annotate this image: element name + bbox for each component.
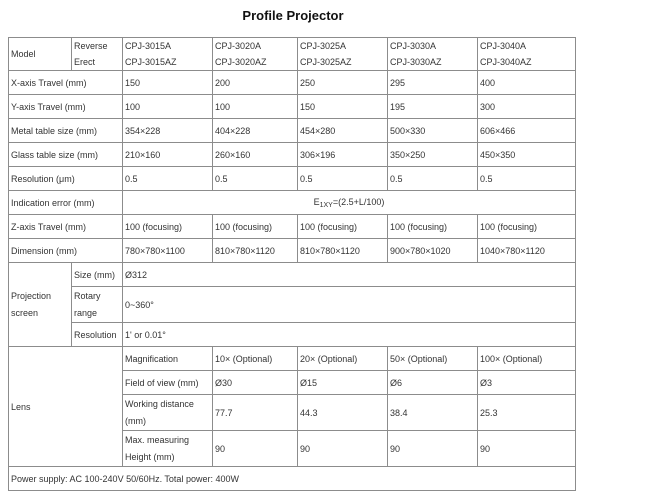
formula-subscript: 1XY bbox=[319, 201, 333, 209]
value-cell: 90 bbox=[298, 431, 388, 467]
value-cell: 90 bbox=[388, 431, 478, 467]
value-cell: 90 bbox=[213, 431, 298, 467]
value-cell: 100 bbox=[123, 95, 213, 119]
row-label: Y-axis Travel (mm) bbox=[9, 95, 123, 119]
model-reverse: CPJ-3015A bbox=[125, 41, 172, 51]
value-cell: 90 bbox=[478, 431, 576, 467]
lens-param-label: Max. measuring Height (mm) bbox=[123, 431, 213, 467]
metal-table-row bbox=[9, 119, 576, 143]
value-cell: 100× (Optional) bbox=[478, 347, 576, 371]
model-cell bbox=[123, 38, 213, 71]
value-cell: 0.5 bbox=[298, 167, 388, 191]
value-cell: 210×160 bbox=[123, 143, 213, 167]
value-cell: 900×780×1020 bbox=[388, 239, 478, 263]
model-cell bbox=[388, 38, 478, 71]
row-label: Z-axis Travel (mm) bbox=[9, 215, 123, 239]
model-cell bbox=[298, 38, 388, 71]
value-cell: 195 bbox=[388, 95, 478, 119]
value-cell: 25.3 bbox=[478, 395, 576, 431]
row-label: Dimension (mm) bbox=[9, 239, 123, 263]
model-erect: CPJ-3040AZ bbox=[480, 57, 532, 67]
screen-resolution-row bbox=[9, 323, 576, 347]
row-label: Metal table size (mm) bbox=[9, 119, 123, 143]
value-cell: 260×160 bbox=[213, 143, 298, 167]
value-cell: 38.4 bbox=[388, 395, 478, 431]
resolution-row bbox=[9, 167, 576, 191]
value-cell: 350×250 bbox=[388, 143, 478, 167]
model-cell bbox=[478, 38, 576, 71]
lens-label: Lens bbox=[9, 347, 123, 467]
glass-table-row bbox=[9, 143, 576, 167]
value-cell: 404×228 bbox=[213, 119, 298, 143]
value-cell: 1040×780×1120 bbox=[478, 239, 576, 263]
value-cell: 295 bbox=[388, 71, 478, 95]
value-cell: 0.5 bbox=[123, 167, 213, 191]
model-row bbox=[9, 38, 576, 71]
model-erect: CPJ-3025AZ bbox=[300, 57, 352, 67]
model-erect: CPJ-3020AZ bbox=[215, 57, 267, 67]
value-cell: 200 bbox=[213, 71, 298, 95]
model-cell bbox=[213, 38, 298, 71]
row-label: Glass table size (mm) bbox=[9, 143, 123, 167]
spec-table bbox=[8, 37, 576, 491]
y-travel-row bbox=[9, 95, 576, 119]
value-cell: 450×350 bbox=[478, 143, 576, 167]
value-cell: 0.5 bbox=[478, 167, 576, 191]
value-cell: 354×228 bbox=[123, 119, 213, 143]
value-cell: 100 (focusing) bbox=[298, 215, 388, 239]
dimension-row bbox=[9, 239, 576, 263]
value-cell: Ø15 bbox=[298, 371, 388, 395]
model-reverse: CPJ-3020A bbox=[215, 41, 262, 51]
value-cell: 606×466 bbox=[478, 119, 576, 143]
screen-size-value: Ø312 bbox=[123, 263, 576, 287]
value-cell: 44.3 bbox=[298, 395, 388, 431]
value-cell: 10× (Optional) bbox=[213, 347, 298, 371]
projection-screen-label: Projection screen bbox=[9, 263, 72, 347]
x-travel-row bbox=[9, 71, 576, 95]
value-cell: 20× (Optional) bbox=[298, 347, 388, 371]
value-cell: 250 bbox=[298, 71, 388, 95]
value-cell: 500×330 bbox=[388, 119, 478, 143]
model-type-cell bbox=[72, 38, 123, 71]
reverse-label: Reverse bbox=[74, 41, 108, 51]
value-cell: 150 bbox=[298, 95, 388, 119]
lens-param-label: Magnification bbox=[123, 347, 213, 371]
screen-size-label: Size (mm) bbox=[72, 263, 123, 287]
value-cell: 100 (focusing) bbox=[388, 215, 478, 239]
value-cell: 100 (focusing) bbox=[478, 215, 576, 239]
value-cell: 0.5 bbox=[213, 167, 298, 191]
model-reverse: CPJ-3025A bbox=[300, 41, 347, 51]
value-cell: 50× (Optional) bbox=[388, 347, 478, 371]
value-cell: Ø30 bbox=[213, 371, 298, 395]
model-erect: CPJ-3030AZ bbox=[390, 57, 442, 67]
screen-size-row bbox=[9, 263, 576, 287]
value-cell: 0.5 bbox=[388, 167, 478, 191]
value-cell: 454×280 bbox=[298, 119, 388, 143]
value-cell: 77.7 bbox=[213, 395, 298, 431]
value-cell: 100 (focusing) bbox=[123, 215, 213, 239]
value-cell: 306×196 bbox=[298, 143, 388, 167]
value-cell: 810×780×1120 bbox=[213, 239, 298, 263]
model-reverse: CPJ-3040A bbox=[480, 41, 527, 51]
lens-param-label: Field of view (mm) bbox=[123, 371, 213, 395]
indication-error-formula bbox=[123, 191, 576, 215]
model-label: Model bbox=[9, 38, 72, 71]
value-cell: 150 bbox=[123, 71, 213, 95]
value-cell: 780×780×1100 bbox=[123, 239, 213, 263]
power-supply-text: Power supply: AC 100-240V 50/60Hz. Total power: 400W bbox=[9, 467, 576, 491]
value-cell: 400 bbox=[478, 71, 576, 95]
screen-resolution-label: Resolution bbox=[72, 323, 123, 347]
value-cell: 300 bbox=[478, 95, 576, 119]
lens-magnification-row bbox=[9, 347, 576, 371]
row-label: X-axis Travel (mm) bbox=[9, 71, 123, 95]
value-cell: Ø6 bbox=[388, 371, 478, 395]
rotary-range-label: Rotary range bbox=[72, 287, 123, 323]
value-cell: 100 (focusing) bbox=[213, 215, 298, 239]
row-label: Indication error (mm) bbox=[9, 191, 123, 215]
power-supply-row bbox=[9, 467, 576, 491]
model-reverse: CPJ-3030A bbox=[390, 41, 437, 51]
page-title: Profile Projector bbox=[242, 8, 344, 23]
screen-resolution-value: 1' or 0.01° bbox=[123, 323, 576, 347]
formula-prefix: E bbox=[313, 196, 320, 207]
z-travel-row bbox=[9, 215, 576, 239]
value-cell: Ø3 bbox=[478, 371, 576, 395]
lens-param-label: Working distance (mm) bbox=[123, 395, 213, 431]
value-cell: 810×780×1120 bbox=[298, 239, 388, 263]
erect-label: Erect bbox=[74, 57, 96, 67]
row-label: Resolution (μm) bbox=[9, 167, 123, 191]
rotary-range-row bbox=[9, 287, 576, 323]
formula-suffix: =(2.5+L/100) bbox=[332, 196, 385, 207]
rotary-range-value: 0~360° bbox=[123, 287, 576, 323]
indication-error-row bbox=[9, 191, 576, 215]
model-erect: CPJ-3015AZ bbox=[125, 57, 177, 67]
value-cell: 100 bbox=[213, 95, 298, 119]
